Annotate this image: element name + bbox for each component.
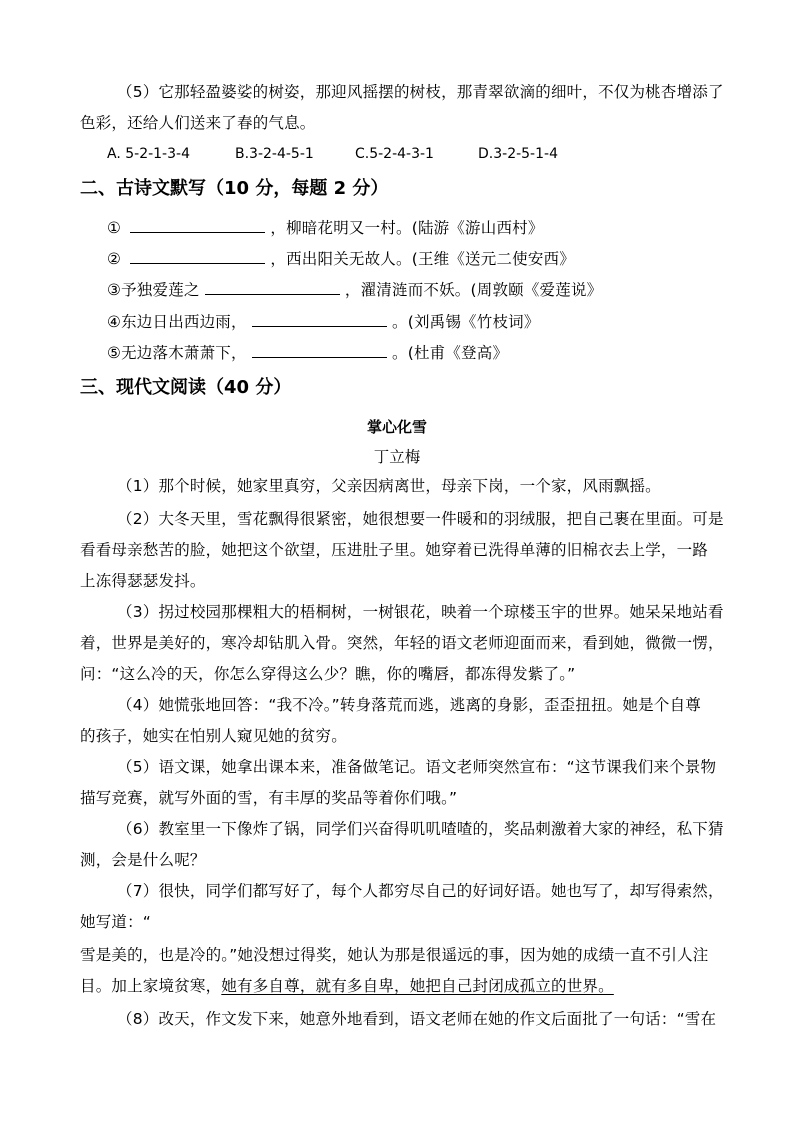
article-line: 她写道：“ xyxy=(80,913,152,931)
article-line: 的孩子，她实在怕别人窥见她的贫穷。 xyxy=(80,727,347,745)
article-line: 看看母亲愁苦的脸，她把这个欲望，压进肚子里。她穿着已洗得单薄的旧棉衣去上学，一路 xyxy=(80,541,709,559)
article-line: 测，会是什么呢？ xyxy=(80,851,206,869)
article-line: （1）那个时候，她家里真穷，父亲因病离世，母亲下岗，一个家，风雨飘摇。 xyxy=(117,477,661,495)
q5-option-c: C.5-2-4-3-1 xyxy=(355,146,434,162)
article-line-with-underline xyxy=(80,976,614,996)
q5-option-a: A. 5-2-1-3-4 xyxy=(107,146,190,162)
article-line: （8）改天，作文发下来，她意外地看到，语文老师在她的作文后面批了一句话：“雪在 xyxy=(117,1010,717,1028)
article-line: 着，世界是美好的，寒冷却钻肌入骨。突然，年轻的语文老师迎面而来，看到她，微微一愣， xyxy=(80,634,724,652)
answer-blank-1[interactable] xyxy=(130,217,265,233)
poem-item-3 xyxy=(107,279,602,300)
answer-blank-5[interactable] xyxy=(252,342,387,358)
poem-text: 。(刘禹锡《竹枝词》 xyxy=(392,313,540,331)
q5-option-b: B.3-2-4-5-1 xyxy=(235,146,314,162)
poem-item-1 xyxy=(107,217,544,238)
q5-line-2: 色彩，还给人们送来了春的气息。 xyxy=(80,114,316,132)
article-line: 描写竞赛，就写外面的雪，有丰厚的奖品等着你们哦。” xyxy=(80,789,458,807)
item-number: ⑤ xyxy=(107,344,122,362)
poem-item-2 xyxy=(107,248,575,269)
article-line: （2）大冬天里，雪花飘得很紧密，她很想要一件暖和的羽绒服，把自己裹在里面。可是 xyxy=(117,510,724,528)
section3-heading: 三、现代文阅读（40 分） xyxy=(80,377,292,398)
answer-blank-3[interactable] xyxy=(205,279,340,295)
article-author: 丁立梅 xyxy=(373,448,421,466)
answer-blank-4[interactable] xyxy=(252,311,387,327)
item-number: ④ xyxy=(107,313,122,331)
poem-text: 。(杜甫《登高》 xyxy=(392,344,509,362)
article-line: 问：“这么冷的天，你怎么穿得这么少？瞧，你的嘴唇，都冻得发紫了。” xyxy=(80,665,576,683)
article-line: （6）教室里一下像炸了锅，同学们兴奋得叽叽喳喳的，奖品刺激着大家的神经，私下猜 xyxy=(117,820,724,838)
article-line: （4）她慌张地回答：“我不冷。”转身落荒而逃，逃离的身影，歪歪扭扭。她是个自尊 xyxy=(117,696,701,714)
poem-item-4 xyxy=(107,311,540,332)
poem-text-pre: 无边落木萧萧下， xyxy=(121,344,247,362)
poem-text-pre: 予独爱莲之 xyxy=(121,281,200,299)
poem-text-pre: 东边日出西边雨， xyxy=(121,313,247,331)
answer-blank-2[interactable] xyxy=(130,248,265,264)
article-line: （5）语文课，她拿出课本来，准备做笔记。语文老师突然宣布：“这节课我们来个景物 xyxy=(117,758,717,776)
poem-text: ，濯清涟而不妖。(周敦颐《爱莲说》 xyxy=(344,281,603,299)
q5-line-1: （5）它那轻盈婆娑的树姿，那迎风摇摆的树枝，那青翠欲滴的细叶，不仅为桃杏增添了 xyxy=(117,83,724,101)
poem-text: ，柳暗花明又一村。(陆游《游山西村》 xyxy=(270,219,544,237)
item-number: ② xyxy=(107,250,122,268)
article-title: 掌心化雪 xyxy=(366,418,427,436)
underlined-sentence: 她有多自尊，就有多自卑，她把自己封闭成孤立的世界。 xyxy=(221,977,614,995)
q5-option-d: D.3-2-5-1-4 xyxy=(478,146,558,162)
item-number: ③ xyxy=(107,281,122,299)
article-line: 雪是美的，也是冷的。”她没想过得奖，她认为那是很遥远的事，因为她的成绩一直不引人注 xyxy=(80,946,709,964)
article-line: （3）拐过校园那棵粗大的梧桐树，一树银花，映着一个琼楼玉宇的世界。她呆呆地站看 xyxy=(117,603,724,621)
article-text: 目。加上家境贫寒， xyxy=(80,977,222,995)
poem-text: ，西出阳关无故人。(王维《送元二使安西》 xyxy=(270,250,575,268)
poem-item-5 xyxy=(107,342,508,363)
article-line: （7）很快，同学们都写好了，每个人都穷尽自己的好词好语。她也写了，却写得索然， xyxy=(117,882,724,900)
section2-heading: 二、古诗文默写（10 分，每题 2 分） xyxy=(80,178,389,199)
item-number: ① xyxy=(107,219,122,237)
article-line: 上冻得瑟瑟发抖。 xyxy=(80,572,206,590)
